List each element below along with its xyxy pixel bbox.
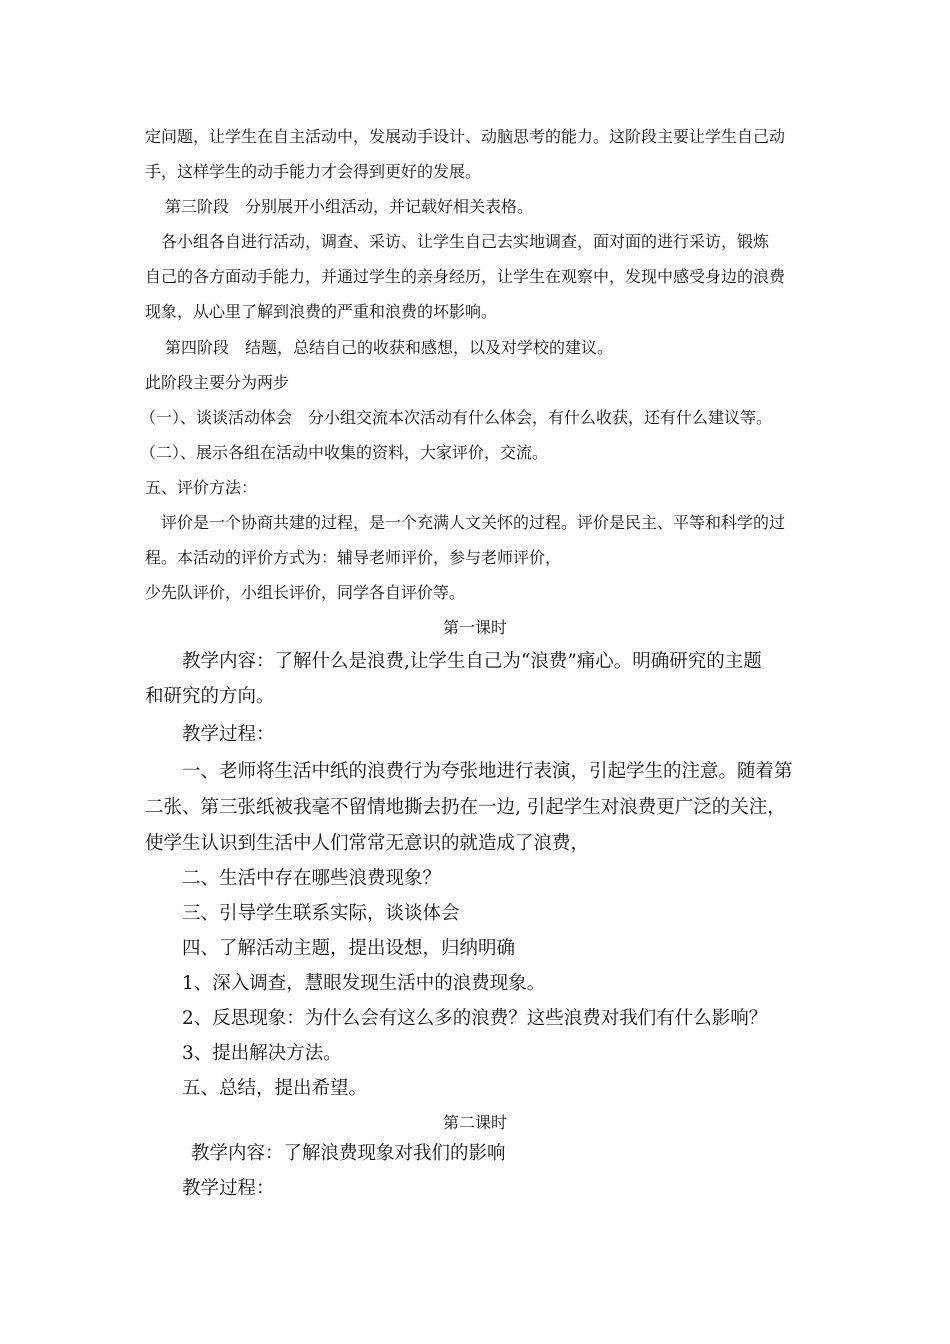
paragraph-line: 少先队评价，小组长评价，同学各自评价等。	[145, 583, 466, 602]
paragraph-line: 现象，从心里了解到浪费的严重和浪费的坏影响。	[145, 302, 498, 321]
step-line: （二）、展示各组在活动中收集的资料，大家评价，交流。	[140, 443, 549, 462]
lesson-title-1: 第一课时	[442, 618, 507, 637]
paragraph-line: 自己的各方面动手能力，并通过学生的亲身经历，让学生在观察中，发现中感受身边的浪费	[145, 267, 786, 286]
paragraph-line: 手，这样学生的动手能力才会得到更好的发展。	[145, 162, 482, 181]
step-line: （一）、谈谈活动体会 分小组交流本次活动有什么体会，有什么收获，还有什么建议等。	[140, 408, 773, 427]
paragraph-line: 教学内容：了解浪费现象对我们的影响	[191, 1143, 506, 1164]
paragraph-line: 评价是一个协商共建的过程，是一个充满人文关怀的过程。评价是民主、平等和科学的过	[161, 513, 786, 532]
list-item: 四、了解活动主题，提出设想，归纳明确	[182, 938, 516, 959]
process-heading: 教学过程：	[182, 724, 275, 745]
lesson-title-2: 第二课时	[442, 1113, 507, 1132]
paragraph-line: 二张、第三张纸被我毫不留情地撕去扔在一边, 引起学生对浪费更广泛的关注，	[145, 797, 786, 818]
stage-heading: 第三阶段 分别展开小组活动，并记载好相关表格。	[165, 197, 534, 216]
paragraph-line: 一、老师将生活中纸的浪费行为夸张地进行表演，引起学生的注意。随着第	[182, 761, 793, 782]
list-item: 2、反思现象：为什么会有这么多的浪费？这些浪费对我们有什么影响？	[182, 1008, 768, 1029]
list-item: 五、总结，提出希望。	[182, 1078, 368, 1099]
list-item: 3、提出解决方法。	[182, 1043, 342, 1064]
paragraph-line: 教学内容：了解什么是浪费,让学生自己为“浪费”痛心。明确研究的主题	[182, 651, 762, 672]
paragraph-line: 各小组各自进行活动，调查、采访、让学生自己去实地调查，面对面的进行采访，锻炼	[161, 232, 770, 251]
section-heading: 五、评价方法：	[145, 478, 258, 497]
paragraph-line: 和研究的方向。	[145, 686, 275, 707]
process-heading: 教学过程：	[182, 1178, 275, 1199]
list-item: 1、深入调查，慧眼发现生活中的浪费现象。	[182, 973, 546, 994]
stage-heading: 第四阶段 结题，总结自己的收获和感想，以及对学校的建议。	[165, 338, 614, 357]
paragraph-line: 此阶段主要分为两步	[145, 373, 290, 392]
paragraph-line: 使学生认识到生活中人们常常无意识的就造成了浪费，	[145, 833, 590, 854]
paragraph-line: 程。本活动的评价方式为：辅导老师评价，参与老师评价，	[145, 548, 562, 567]
list-item: 三、引导学生联系实际，谈谈体会	[182, 903, 460, 924]
list-item: 二、生活中存在哪些浪费现象？	[182, 868, 442, 889]
paragraph-line: 定问题，让学生在自主活动中，发展动手设计、动脑思考的能力。这阶段主要让学生自己动	[145, 127, 786, 146]
